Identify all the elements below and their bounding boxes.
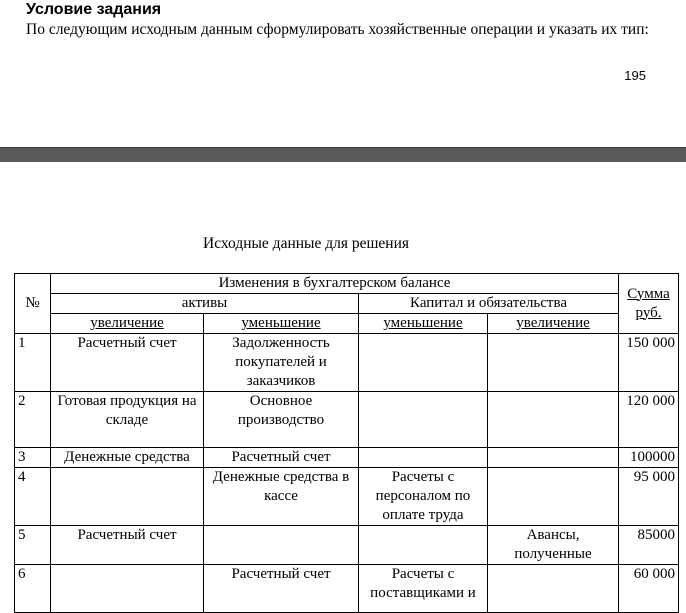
page-number: 195: [624, 68, 646, 83]
header-capital: Капитал и обязательства: [359, 294, 619, 314]
sum-cell: 60 000: [619, 565, 679, 613]
asset-increase-cell: Расчетный счет: [51, 526, 204, 565]
table-row: [15, 565, 679, 613]
header-capital-decrease: уменьшение: [359, 314, 488, 334]
table-row: [15, 526, 679, 565]
table-row: [15, 334, 679, 392]
capital-increase-cell: Авансы, полученные: [488, 526, 619, 565]
row-number: 2: [15, 392, 51, 448]
page-separator: [0, 147, 686, 162]
task-text: По следующим исходным данным сформулировать хозяйственные операции и указать их тип:: [26, 21, 649, 38]
sum-cell: 150 000: [619, 334, 679, 392]
table-row: [15, 448, 679, 468]
asset-decrease-cell: Основное производство: [204, 392, 359, 448]
capital-decrease-cell: [359, 448, 488, 468]
task-title: Условие задания: [26, 1, 162, 18]
balance-table: [14, 273, 679, 613]
sum-cell: 120 000: [619, 392, 679, 448]
header-capital-increase: увеличение: [488, 314, 619, 334]
asset-increase-cell: Расчетный счет: [51, 334, 204, 392]
header-assets: активы: [51, 294, 359, 314]
sum-cell: 95 000: [619, 468, 679, 526]
capital-decrease-cell: [359, 526, 488, 565]
table-row: [15, 468, 679, 526]
header-asset-decrease: уменьшение: [204, 314, 359, 334]
capital-increase-cell: [488, 468, 619, 526]
table-row: [15, 392, 679, 448]
header-changes: Изменения в бухгалтерском балансе: [51, 274, 619, 294]
capital-decrease-cell: [359, 334, 488, 392]
header-number: №: [15, 274, 51, 334]
capital-decrease-cell: [359, 392, 488, 448]
sum-cell: 100000: [619, 448, 679, 468]
capital-increase-cell: [488, 334, 619, 392]
row-number: 6: [15, 565, 51, 613]
capital-increase-cell: [488, 565, 619, 613]
header-sum: Сумма руб.: [619, 274, 679, 334]
capital-decrease-cell: Расчеты с поставщиками и: [359, 565, 488, 613]
asset-decrease-cell: Расчетный счет: [204, 565, 359, 613]
row-number: 3: [15, 448, 51, 468]
asset-increase-cell: [51, 565, 204, 613]
asset-decrease-cell: Задолженность покупателей и заказчиков: [204, 334, 359, 392]
asset-decrease-cell: Расчетный счет: [204, 448, 359, 468]
asset-increase-cell: Готовая продукция на складе: [51, 392, 204, 448]
capital-decrease-cell: Расчеты с персоналом по оплате труда: [359, 468, 488, 526]
row-number: 4: [15, 468, 51, 526]
asset-decrease-cell: Денежные средства в кассе: [204, 468, 359, 526]
row-number: 1: [15, 334, 51, 392]
capital-increase-cell: [488, 392, 619, 448]
table-caption: Исходные данные для решения: [203, 235, 409, 252]
asset-increase-cell: Денежные средства: [51, 448, 204, 468]
sum-cell: 85000: [619, 526, 679, 565]
row-number: 5: [15, 526, 51, 565]
capital-increase-cell: [488, 448, 619, 468]
asset-increase-cell: [51, 468, 204, 526]
header-asset-increase: увеличение: [51, 314, 204, 334]
asset-decrease-cell: [204, 526, 359, 565]
